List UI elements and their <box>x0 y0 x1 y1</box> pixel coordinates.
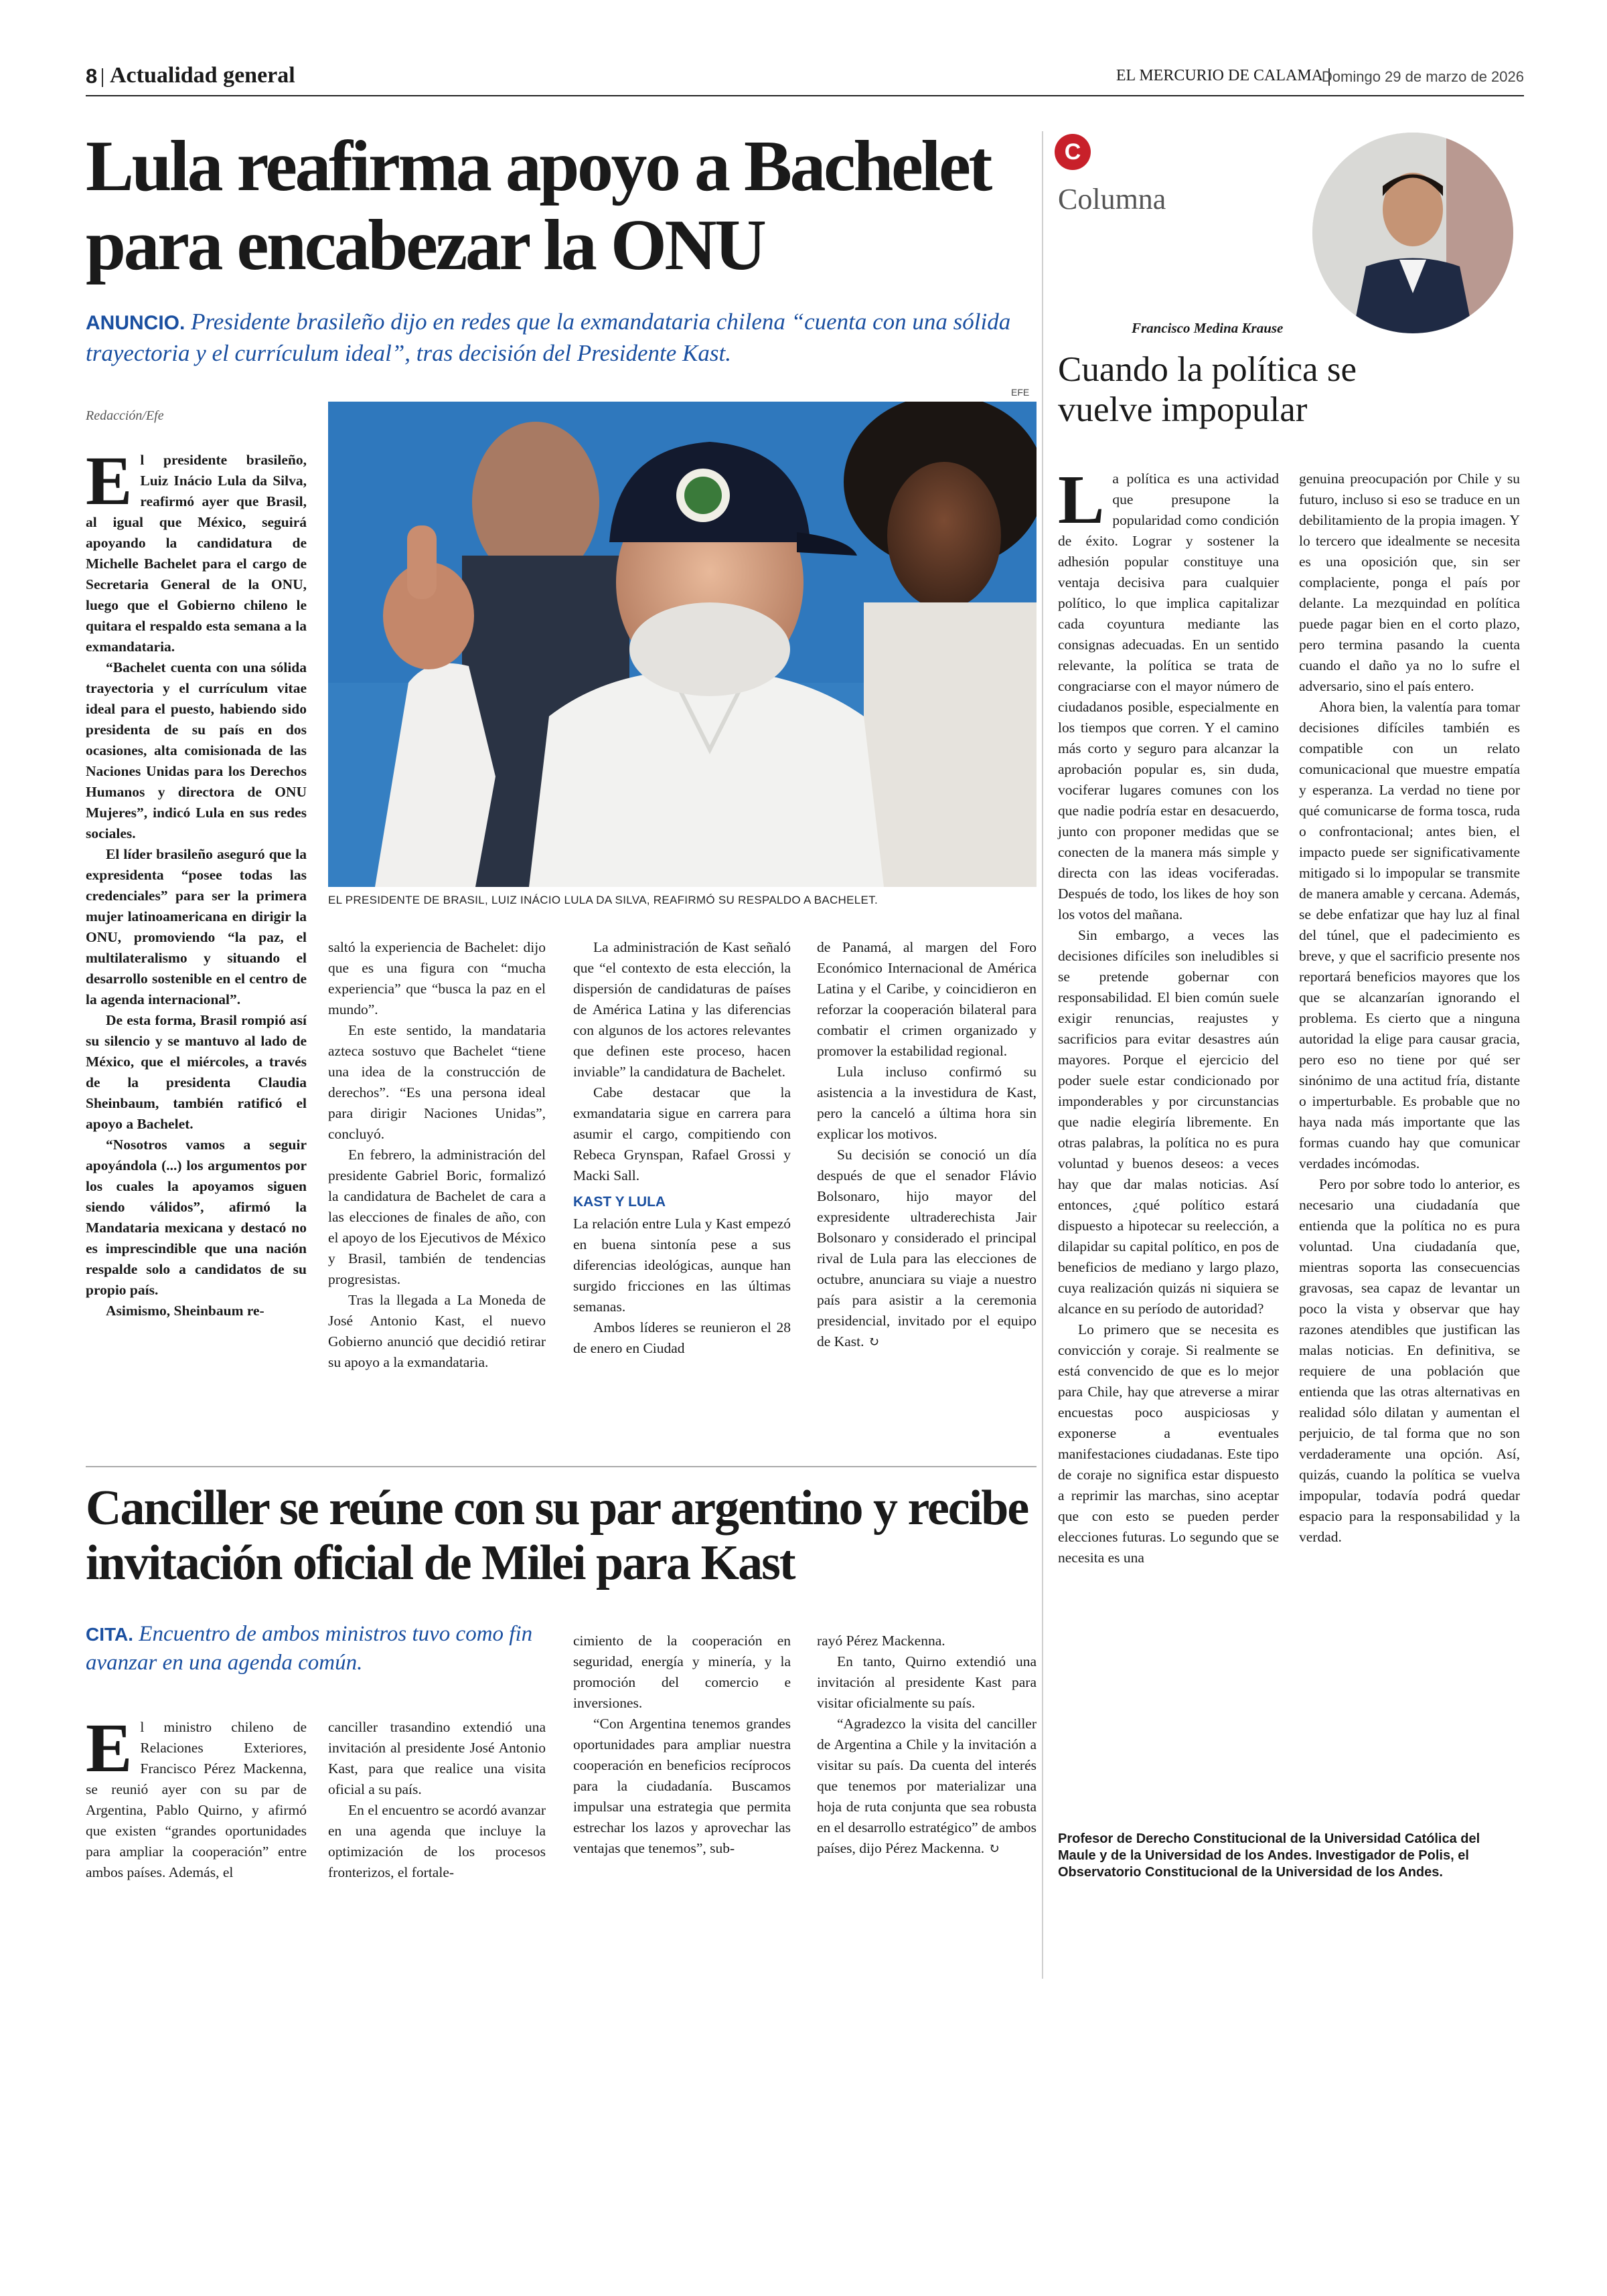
article1-paragraph: El líder brasileño aseguró que la expresidenta “posee todas las credenciales” para ser la primera mujer latinoamericana en dirigir la ONU, promoviendo “la paz, el multilateralismo y situando el desarrollo sostenible en el centro de la agenda internacional”. <box>86 846 307 1007</box>
column-badge: C <box>1055 134 1091 170</box>
column-paragraph: Sin embargo, a veces las decisiones difíciles son ineludibles si se pretende gobernar con responsabilidad. El bien común suele exigir renuncias, reajustes y sacrificios para evitar desastres aún mayores. Porque el ejercicio del poder suele estar condicionado por imponderables y por circunstancias que nadie elegiría libremente. En otras palabras, la política no es pura voluntad y buenos deseos: a veces hay que dar malas noticias. Así entonces, ¿qué político estará dispuesto a hipotecar su reelección, a dilapidar su capital político, en pos de beneficios de mediano y largo plazo, cuya realización quizás ni siquiera se alcance en su período de autoridad? <box>1058 927 1279 1317</box>
article1-paragraph: “Nosotros vamos a seguir apoyándola (...) los argumentos por los cuales la apoyamos siguen siendo válidos”, afirmó la Mandataria mexicana y destacó no es imprescindible que una nación respalde solo a candidatos de su propio país. <box>86 1137 307 1298</box>
article1-paragraph: La administración de Kast señaló que “el contexto de esta elección, la dispersión de candidaturas de países de América Latina y las diferencias con algunos de los actores relevantes que definen este proceso, hacen inviable” la candidatura de Bachelet. <box>573 939 791 1080</box>
author-bio: Profesor de Derecho Constitucional de la Universidad Católica del Maule y de la Universidad de los Andes. Investigador de Polis, el Observatorio Constitucional de la Universidad de los Andes. <box>1058 1831 1480 1880</box>
article1-deck <box>86 307 1037 368</box>
page-header <box>86 64 1524 95</box>
article2-column-4 <box>817 1631 1037 1860</box>
article1-column-2 <box>328 937 546 1373</box>
column-separator <box>1042 131 1043 1979</box>
section-title: Actualidad general <box>110 63 295 88</box>
header-divider <box>102 68 103 87</box>
column-author: Francisco Medina Krause <box>1132 320 1284 336</box>
end-mark-icon: ↻ <box>868 1335 880 1349</box>
column-paragraph: Lo primero que se necesita es convicción y coraje. Si realmente se está convencido de que es lo mejor para Chile, hay que atreverse a mirar encuestas poco auspiciosas y exponerse a eventuales manifestaciones ciudadanas. Este tipo de coraje no significa estar dispuesto a reprimir las marchas, sino aceptar que con esto se pueden perder elecciones futuras. Lo segundo que se necesita es una <box>1058 1321 1279 1566</box>
article1-paragraph: “Bachelet cuenta con una sólida trayectoria y el currículum vitae ideal para el puesto, habiendo sido presidenta de su país en dos ocasiones, alta comisionada de las Naciones Unidas para los Derechos Humanos y directora de ONU Mujeres”, indicó Lula en sus redes sociales. <box>86 659 307 841</box>
article2-dropcap: E <box>86 1710 133 1787</box>
article1-paragraph: saltó la experiencia de Bachelet: dijo que es una figura con “mucha experiencia” que “busca la paz en el mundo”. <box>328 939 546 1017</box>
column-text-a <box>1058 461 1279 1568</box>
article2-paragraph: “Con Argentina tenemos grandes oportunidades para ampliar nuestra cooperación en beneficios recíprocos para la ciudadanía. Buscamos impulsar una estrategia que permita estrechar los lazos y aprovechar las ventajas que tenemos”, sub- <box>573 1716 791 1856</box>
header-rule <box>86 95 1524 96</box>
article1-kicker: ANUNCIO. <box>86 312 185 334</box>
article1-paragraph: Ambos líderes se reunieron el 28 de enero en Ciudad <box>573 1319 791 1356</box>
article-divider <box>86 1466 1037 1467</box>
end-mark-icon: ↻ <box>988 1841 1000 1856</box>
article1-paragraph: Lula incluso confirmó su asistencia a la investidura de Kast, pero la canceló a última hora sin explicar los motivos. <box>817 1064 1037 1142</box>
newspaper-name: EL MERCURIO DE CALAMA <box>1116 67 1323 84</box>
column-paragraph: a política es una actividad que presupone la popularidad como condición de éxito. Lograr y sostener la adhesión popular constituye una ventaja decisiva para cualquier político, lo que implica capitalizar cada coyuntura mediante las consignas adecuadas. En un sentido relevante, la política se trata de congraciarse con el mayor número de ciudadanos posible, especialmente en los tiempos que corren. Y el camino más corto y seguro para alcanzar la aprobación popular es, sin duda, vociferar lugares comunes con los que nadie podría estar en desacuerdo, junto con proponer medidas que se conecten de la manera más simple y directa con las ideas vociferadas. Después de todo, los likes de hoy son los votos del mañana. <box>1058 471 1279 922</box>
article1-paragraph: La relación entre Lula y Kast empezó en buena sintonía pese a sus diferencias ideológicas, aunque han surgido fricciones en las últimas semanas. <box>573 1216 791 1315</box>
article1-paragraph: En febrero, la administración del presidente Gabriel Boric, formalizó la candidatura de Bachelet de cara a las elecciones de finales de año, con el apoyo de los Ejecutivos de México y Brasil, también de tendencias progresistas. <box>328 1147 546 1287</box>
article2-paragraph: En tanto, Quirno extendió una invitación al presidente Kast para visitar oficialmente su país. <box>817 1653 1037 1711</box>
article1-column-3 <box>573 937 791 1359</box>
article2-kicker: CITA. <box>86 1624 134 1645</box>
column-paragraph: genuina preocupación por Chile y su futuro, incluso si eso se traduce en un debilitamiento de la propia imagen. Y lo tercero que idealmente se necesita es una oposición que, sin ser complaciente, ponga el país por delante. La mezquindad en política puede pagar bien en el corto plazo, pero termina pasando la cuenta cuando el daño ya no lo sufre el adversario, sino el país entero. <box>1299 471 1520 694</box>
article2-paragraph: rayó Pérez Mackenna. <box>817 1633 945 1649</box>
article2-paragraph: cimiento de la cooperación en seguridad, energía y minería, y la promoción del comercio e inversiones. <box>573 1633 791 1711</box>
article2-deck-text: Encuentro de ambos ministros tuvo como fin avanzar en una agenda común. <box>86 1622 533 1675</box>
article1-paragraph: de Panamá, al margen del Foro Económico Internacional de América Latina y el Caribe, y coincidieron en reforzar la cooperación bilateral para combatir el crimen organizado y promover la estabilidad regional. <box>817 939 1037 1059</box>
article1-column-4 <box>817 937 1037 1353</box>
issue-date: Domingo 29 de marzo de 2026 <box>1321 68 1524 85</box>
author-photo-illustration <box>1312 133 1513 333</box>
article2-paragraph: En el encuentro se acordó avanzar en una agenda que incluye la optimización de los procesos fronterizos, el fortale- <box>328 1802 546 1880</box>
lula-photo-illustration <box>328 402 1037 887</box>
article1-paragraph: Cabe destacar que la exmandataria sigue en carrera para asumir el cargo, compitiendo con Rebeca Grynspan, Rafael Grossi y Macki Sall. <box>573 1084 791 1183</box>
article1-subhead: KAST Y LULA <box>573 1194 666 1210</box>
column-paragraph: Pero por sobre todo lo anterior, es necesario una ciudadanía que entienda que la política no es pura voluntad. Una ciudadanía que, mientras soporta las consecuencias gravosas, sea capaz de levantar un poco la vista y observar que hay razones atendibles que justifican las malas noticias. En definitiva, se requiere de una población que entienda que las otras alternativas en realidad sólo dilatan y aumentan el perjuicio, de tal forma que no son verdaderamente una opción. Así, quizás, cuando la política se vuelva impopular, todavía podrá quedar espacio para la responsabilidad y la verdad. <box>1299 1176 1520 1545</box>
column-text-b <box>1299 469 1520 1548</box>
article1-paragraph: Tras la llegada a La Moneda de José Antonio Kast, el nuevo Gobierno anunció que decidió retirar su apoyo a la exmandataria. <box>328 1292 546 1370</box>
article1-paragraph <box>817 1145 1037 1353</box>
article1-dropcap: E <box>86 442 133 519</box>
photo-credit: EFE <box>1011 387 1030 398</box>
article1-column-1 <box>86 442 307 1321</box>
page-number: 8 <box>86 64 98 88</box>
article1-byline: Redacción/Efe <box>86 408 164 423</box>
lula-photo <box>328 402 1037 887</box>
article1-paragraph: Asimismo, Sheinbaum re- <box>106 1303 264 1319</box>
article1-deck-text: Presidente brasileño dijo en redes que la exmandataria chilena “cuenta con una sólida trayectoria y el currículum ideal”, tras decisión del Presidente Kast. <box>86 309 1011 366</box>
article1-headline: Lula reafirma apoyo a Bachelet para encabezar la ONU <box>86 127 990 285</box>
article2-paragraph <box>817 1714 1037 1860</box>
article2-deck <box>86 1620 554 1677</box>
article2-column-2 <box>328 1717 546 1883</box>
photo-caption: EL PRESIDENTE DE BRASIL, LUIZ INÁCIO LULA DA SILVA, REAFIRMÓ SU RESPALDO A BACHELET. <box>328 894 878 906</box>
article1-paragraph: De esta forma, Brasil rompió así su silencio y se mantuvo al lado de México, que el miércoles, a través de la presidenta Claudia Sheinbaum, también ratificó el apoyo a Bachelet. <box>86 1012 307 1132</box>
column-title: Cuando la política se vuelve impopular <box>1058 350 1357 429</box>
article1-paragraph: l presidente brasileño, Luiz Inácio Lula da Silva, reafirmó ayer que Brasil, al igual que México, seguirá apoyando la candidatura de Michelle Bachelet para el cargo de Secretaria General de la ONU, luego que el Gobierno chileno le quitara el respaldo esta semana a la exmandataria. <box>86 452 307 655</box>
column-label: Columna <box>1058 183 1166 216</box>
article2-paragraph-text: “Agradezco la visita del canciller de Argentina a Chile y la invitación a visitar su país. Da cuenta del interés que tenemos por materializar una hoja de ruta conjunta que sea robusta en el desarrollo estratégico” de ambos países, dijo Pérez Mackenna. <box>817 1716 1037 1856</box>
column-dropcap: L <box>1058 461 1105 538</box>
article2-column-3 <box>573 1631 791 1859</box>
article2-paragraph: l ministro chileno de Relaciones Exteriores, Francisco Pérez Mackenna, se reunió ayer con su par de Argentina, Pablo Quirno, y afirmó que existen “grandes oportunidades para ampliar la cooperación” entre ambos países. Además, el <box>86 1719 307 1880</box>
article2-headline: Canciller se reúne con su par argentino y recibe invitación oficial de Milei para Kast <box>86 1481 1028 1590</box>
article2-paragraph: canciller trasandino extendió una invitación al presidente José Antonio Kast, para que realice una visita oficial a su país. <box>328 1719 546 1797</box>
article1-paragraph-text: Su decisión se conoció un día después de que el senador Flávio Bolsonaro, hijo mayor del expresidente ultraderechista Jair Bolsonaro y considerado el principal rival de Lula para las elecciones de octubre, anunciara su viaje a nuestro país para asistir a la ceremonia presidencial, invitado por el equipo de Kast. <box>817 1147 1037 1349</box>
author-photo <box>1312 133 1513 333</box>
article2-column-1 <box>86 1710 307 1883</box>
column-paragraph: Ahora bien, la valentía para tomar decisiones difíciles también es compatible con un relato comunicacional que muestre empatía y esperanza. La verdad no tiene por qué comunicarse de forma tosca, ruda o confrontacional; antes bien, el impacto puede ser significativamente mitigado si lo impopular se transmite de manera amable y cercana. Además, se debe enfatizar que hay luz al final del túnel, que el padecimiento es breve, y que el sacrificio presente nos reportará beneficios mayores que los que se alcanzarían ignorando el problema. Es cierto que a ninguna autoridad la elige para causar gracia, pero eso no tiene por qué ser sinónimo de una actitud fría, distante o imperturbable. Es probable que no haya nada más importante que las formas cuando hay que comunicar verdades incómodas. <box>1299 699 1520 1171</box>
article1-paragraph: En este sentido, la mandataria azteca sostuvo que Bachelet “tiene una idea de la construcción de derechos”. “Es una persona ideal para dirigir Naciones Unidas”, concluyó. <box>328 1022 546 1142</box>
